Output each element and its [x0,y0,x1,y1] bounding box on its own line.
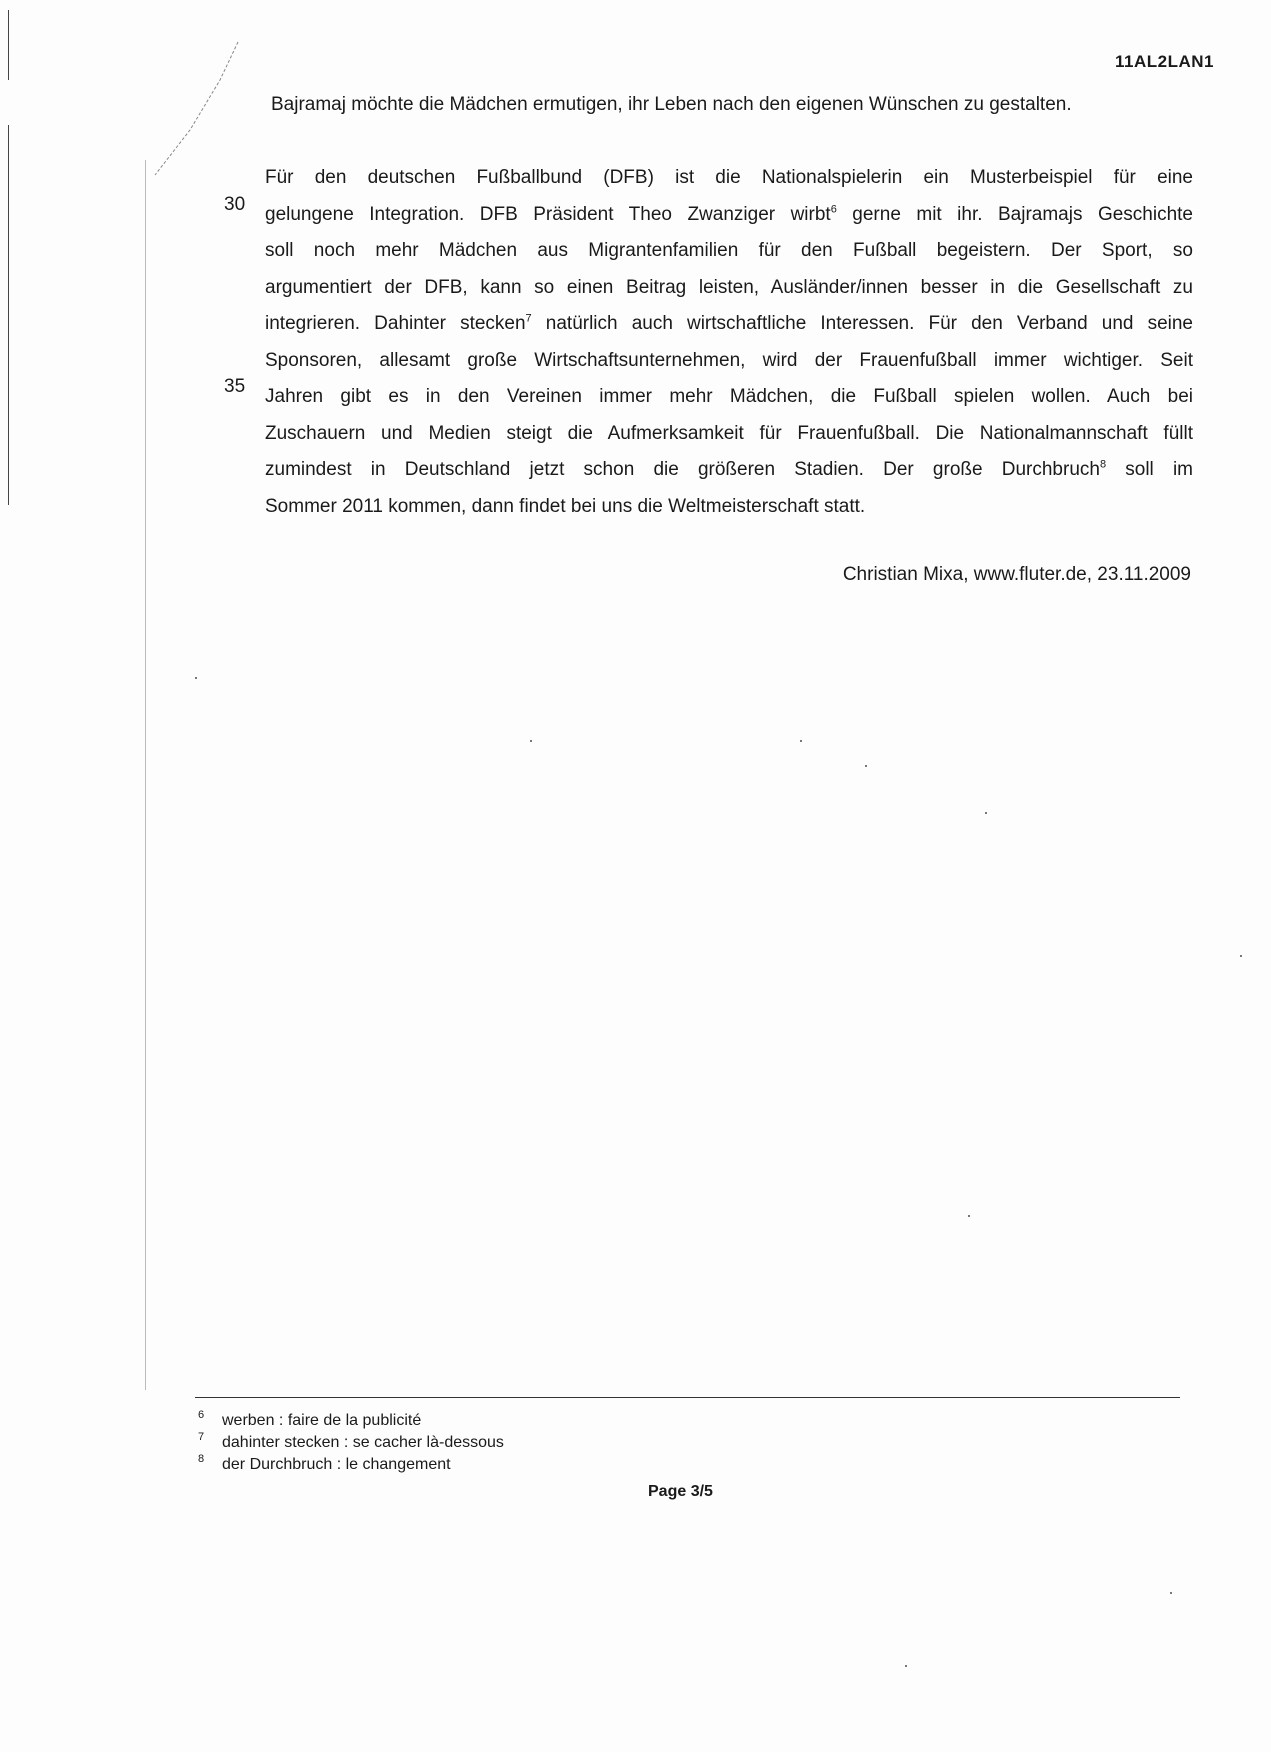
footnote-text: der Durchbruch : le changement [222,1456,451,1473]
main-paragraph [265,160,1193,525]
footnote-number: 7 [198,1431,205,1443]
text-line: Sponsoren, allesamt große Wirtschaftsunternehmen, wird der Frauenfußball immer wichtiger. Seit [265,349,1193,371]
scan-speck [800,740,802,742]
footnote [198,1454,504,1476]
document-code: 11AL2LAN1 [1115,52,1214,71]
scan-speck [865,765,867,767]
text-line: Jahren gibt es in den Vereinen immer mehr Mädchen, die Fußball spielen wollen. Auch bei [265,386,1193,407]
text-line: Für den deutschen Fußballbund (DFB) ist die Nationalspielerin ein Musterbeispiel für eine [265,167,1193,188]
scan-speck [905,1665,907,1667]
text-line: argumentiert der DFB, kann so einen Beitrag leisten, Ausländer/innen besser in die Gesellschaft zu [265,276,1193,298]
line-number: 30 [224,194,246,215]
footnote-ref: 7 [525,312,532,325]
source-citation: Christian Mixa, www.fluter.de, 23.11.2009 [842,564,1191,585]
scan-speck [985,812,987,814]
scan-edge-line [8,10,9,80]
fold-mark [150,40,240,180]
footnote [198,1432,504,1454]
footnote-number: 6 [198,1409,205,1421]
text-line: Sommer 2011 kommen, dann findet bei uns die Weltmeisterschaft statt. [265,495,866,517]
footnote-text: werben : faire de la publicité [222,1412,422,1429]
scan-speck [968,1215,970,1217]
footnote-number: 8 [198,1453,205,1465]
text-line: soll noch mehr Mädchen aus Migrantenfamilien für den Fußball begeistern. Der Sport, so [265,240,1193,261]
text-line: gelungene Integration. DFB Präsident Theo Zwanziger wirbt$^6$ gerne mit ihr. Bajramajs Geschichte [265,203,1193,225]
footnote-ref: 8 [1099,458,1107,471]
footnotes [198,1410,504,1476]
paragraph-end-line: Bajramaj möchte die Mädchen ermutigen, ihr Leben nach den eigenen Wünschen zu gestalten. [271,94,1072,115]
scan-speck [195,677,197,679]
scan-speck [1240,955,1242,957]
scan-speck [530,740,532,742]
scan-speck [1170,1592,1172,1594]
scan-edge-line [8,125,9,505]
scan-edge-line [145,160,146,1390]
footnote-ref: 6 [830,203,837,216]
footnote [198,1410,504,1432]
line-number: 35 [224,376,246,397]
footnote-divider [195,1397,1180,1398]
text-line: zumindest in Deutschland jetzt schon die größeren Stadien. Der große Durchbruch$^8$ soll im [265,458,1194,480]
text-line: Zuschauern und Medien steigt die Aufmerksamkeit für Frauenfußball. Die Nationalmannschaft füllt [265,422,1193,444]
page-number: Page 3/5 [648,1483,713,1500]
text-line: integrieren. Dahinter stecken$^7$ natürlich auch wirtschaftliche Interessen. Für den Verband und seine [265,312,1193,334]
footnote-text: dahinter stecken : se cacher là-dessous [222,1434,504,1451]
